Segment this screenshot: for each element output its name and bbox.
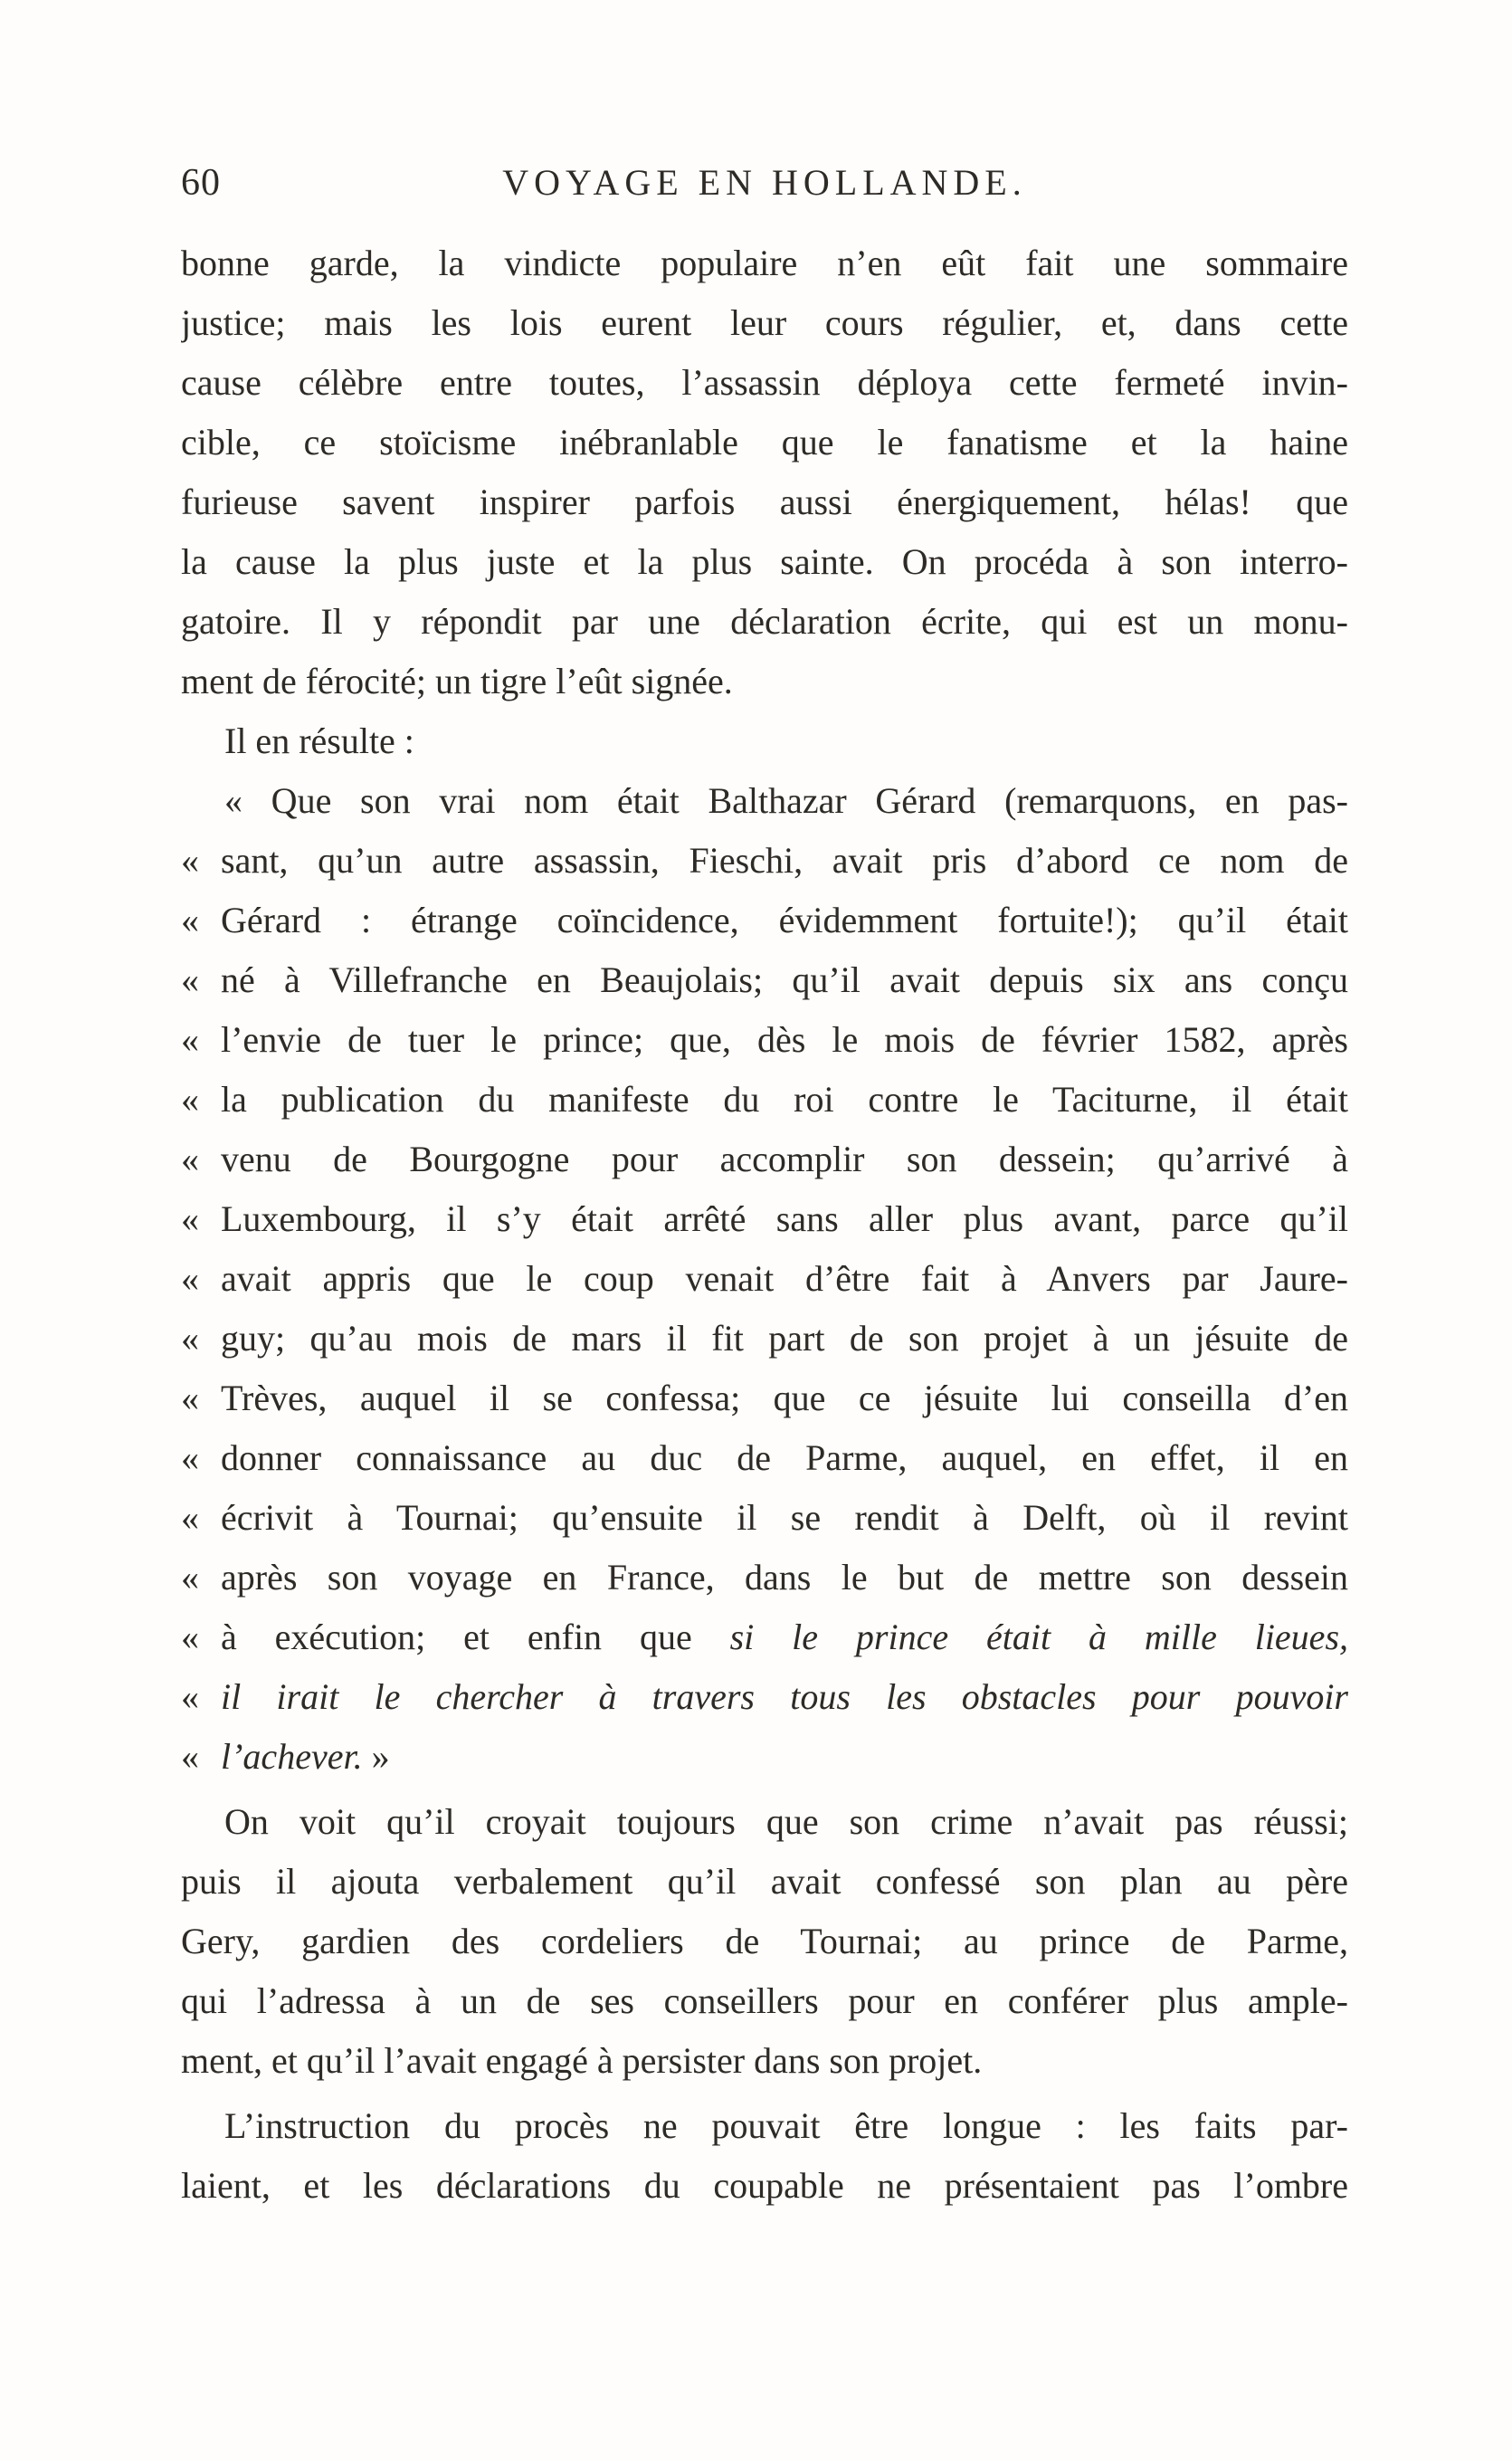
quote-mark: « [181, 840, 199, 881]
text-line: cause célèbre entre toutes, l’assassin déploya cette fermeté invin- [181, 362, 1348, 403]
quote-mark: « [181, 959, 199, 1000]
text-line: la cause la plus juste et la plus sainte. On procéda à son interro- [181, 541, 1348, 582]
quote-line [181, 1010, 1348, 1070]
quote-line [181, 1667, 1348, 1727]
quote-mark: « [181, 1019, 199, 1060]
quote-text: donner connaissance au duc de Parme, auquel, en effet, il en [221, 1437, 1348, 1478]
quote-line [181, 1369, 1348, 1428]
text-line: ment, et qu’il l’avait engagé à persister dans son projet. [181, 2040, 983, 2081]
quote-mark: « [181, 1378, 199, 1418]
quote-line [181, 1727, 1348, 1787]
quote-text: né à Villefranche en Beaujolais; qu’il avait depuis six ans conçu [221, 959, 1348, 1000]
quote-mark: « [181, 1497, 199, 1538]
quote-line [181, 1548, 1348, 1607]
quote-text [221, 1667, 1348, 1727]
quote-text: sant, qu’un autre assassin, Fieschi, avait pris d’abord ce nom de [221, 840, 1348, 881]
quote-line [181, 1607, 1348, 1667]
quote-line [181, 1189, 1348, 1249]
text-line: L’instruction du procès ne pouvait être longue : les faits par- [224, 2105, 1348, 2146]
page-number: 60 [181, 162, 221, 204]
quote-text: l’envie de tuer le prince; que, dès le mois de février 1582, après [221, 1019, 1348, 1060]
text-line: qui l’adressa à un de ses conseillers pour en conférer plus ample- [181, 1980, 1348, 2021]
quote-text: la publication du manifeste du roi contre le Taciturne, il était [221, 1079, 1348, 1120]
quote-text: après son voyage en France, dans le but de mettre son dessein [221, 1557, 1348, 1598]
text-line: furieuse savent inspirer parfois aussi énergiquement, hélas! que [181, 482, 1348, 522]
quote-text: venu de Bourgogne pour accomplir son dessein; qu’arrivé à [221, 1139, 1348, 1179]
quote-text-roman: à exécution; et enfin que [221, 1617, 730, 1657]
quote-italic-text: il irait le chercher à travers tous les obstacles pour pouvoir [221, 1676, 1348, 1717]
quote-mark: « [181, 1258, 199, 1299]
quote-text [221, 1727, 1348, 1787]
quote-mark: « [181, 1318, 199, 1359]
quote-line [181, 1249, 1348, 1309]
text-line: laient, et les déclarations du coupable ne présentaient pas l’ombre [181, 2165, 1348, 2206]
quote-mark: « [181, 1139, 199, 1179]
text-line: On voit qu’il croyait toujours que son crime n’avait pas réussi; [224, 1801, 1348, 1842]
quote-italic-text: l’achever. [221, 1736, 363, 1777]
quote-text: écrivit à Tournai; qu’ensuite il se rendit à Delft, où il revint [221, 1497, 1348, 1538]
quote-mark: « [181, 1617, 199, 1657]
text-line: ment de férocité; un tigre l’eût signée. [181, 661, 733, 701]
quote-line [181, 950, 1348, 1010]
text-line: bonne garde, la vindicte populaire n’en eût fait une sommaire [181, 243, 1348, 283]
quote-mark: « [181, 1736, 199, 1777]
quote-line: « Que son vrai nom était Balthazar Gérard (remarquons, en pas- [224, 780, 1348, 821]
quote-line [181, 1428, 1348, 1488]
quote-mark: « [181, 1437, 199, 1478]
page-header [181, 161, 1348, 215]
intro-line: Il en résulte : [224, 720, 414, 761]
quote-mark: « [181, 1676, 199, 1717]
quote-line [181, 1130, 1348, 1189]
text-line: puis il ajouta verbalement qu’il avait confessé son plan au père [181, 1861, 1348, 1902]
quote-line [181, 891, 1348, 950]
quote-text [221, 1607, 1348, 1667]
quote-line [181, 1070, 1348, 1130]
quote-text: Gérard : étrange coïncidence, évidemment fortuite!); qu’il était [221, 900, 1348, 940]
quote-text: guy; qu’au mois de mars il fit part de son projet à un jésuite de [221, 1318, 1348, 1359]
text-line: gatoire. Il y répondit par une déclaration écrite, qui est un monu- [181, 601, 1348, 642]
quote-text: avait appris que le coup venait d’être fait à Anvers par Jaure- [221, 1258, 1348, 1299]
quote-text: Trèves, auquel il se confessa; que ce jésuite lui conseilla d’en [221, 1378, 1348, 1418]
text-line: Gery, gardien des cordeliers de Tournai; au prince de Parme, [181, 1921, 1348, 1961]
quote-close-mark: » [362, 1736, 390, 1777]
quote-mark: « [181, 900, 199, 940]
quote-text: Luxembourg, il s’y était arrêté sans aller plus avant, parce qu’il [221, 1198, 1348, 1239]
body-text [181, 234, 1348, 2216]
text-line: cible, ce stoïcisme inébranlable que le fanatisme et la haine [181, 422, 1348, 463]
quote-italic-text: si le prince était à mille lieues, [729, 1617, 1348, 1657]
quote-line [181, 831, 1348, 891]
quote-line [181, 1488, 1348, 1548]
quote-mark: « [181, 1079, 199, 1120]
running-title: VOYAGE EN HOLLANDE. [502, 162, 1027, 203]
quote-line [181, 1309, 1348, 1369]
text-line: justice; mais les lois eurent leur cours régulier, et, dans cette [181, 302, 1348, 343]
quote-mark: « [181, 1557, 199, 1598]
quote-mark: « [181, 1198, 199, 1239]
